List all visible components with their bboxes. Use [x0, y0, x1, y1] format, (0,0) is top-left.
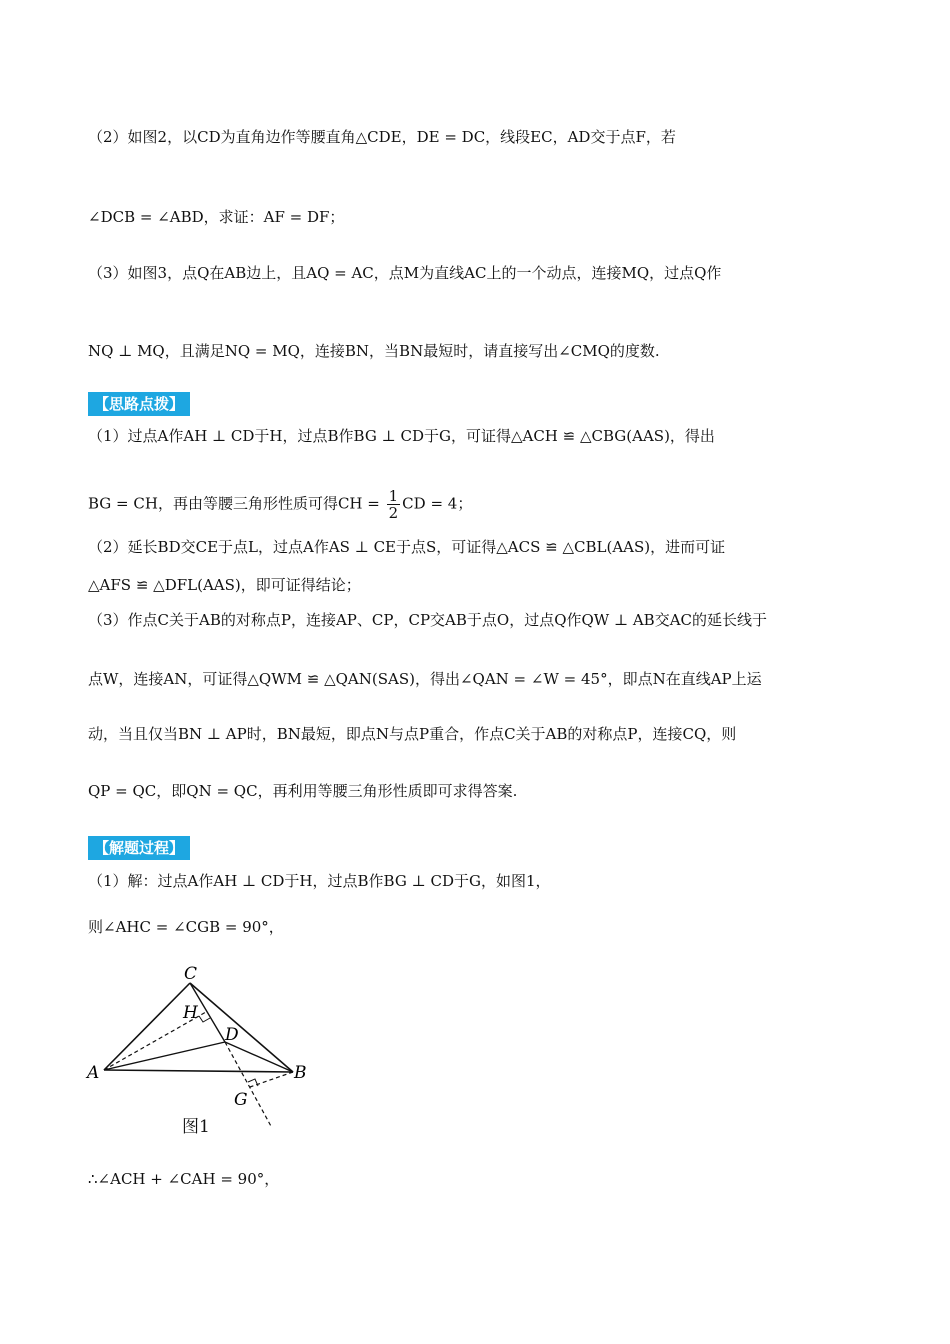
- label-A: A: [87, 1063, 100, 1083]
- hint-line7: 动，当且仅当BN ⊥ AP时，BN最短，即点N与点P重合，作点C关于AB的对称点P，连接CQ，则: [88, 725, 737, 743]
- part2-line2: ∠DCB = ∠ABD，求证：AF = DF；: [88, 208, 345, 226]
- hint-badge: 【思路点拨】: [88, 392, 190, 416]
- figure-caption: 图1: [182, 1117, 210, 1137]
- hint-line6: 点W，连接AN，可证得△QWM ≌ △QAN(SAS)，得出∠QAN = ∠W = 45°，即点N在直线AP上运: [88, 670, 762, 688]
- hint-line1: （1）过点A作AH ⊥ CD于H，过点B作BG ⊥ CD于G，可证得△ACH ≌ △CBG(AAS)，得出: [88, 427, 715, 445]
- segment-BG: [250, 1072, 293, 1087]
- part3-line2: NQ ⊥ MQ，且满足NQ = MQ，连接BN，当BN最短时，请直接写出∠CMQ的度数.: [88, 342, 660, 360]
- solution-line3: ∴∠ACH + ∠CAH = 90°，: [88, 1170, 280, 1188]
- solution-line2: 则∠AHC = ∠CGB = 90°，: [88, 918, 284, 936]
- fraction-half: [387, 488, 401, 521]
- hint-line2-a: BG = CH，再由等腰三角形性质可得CH =: [88, 494, 385, 513]
- line-CD-extension: [225, 1042, 272, 1128]
- hint-line4: △AFS ≌ △DFL(AAS)，即可证得结论；: [88, 576, 361, 594]
- part3-line1: （3）如图3，点Q在AB边上，且AQ = AC，点M为直线AC上的一个动点，连接MQ，过点Q作: [88, 264, 722, 282]
- fraction-denominator: 2: [388, 504, 399, 522]
- label-B: B: [294, 1063, 307, 1083]
- side-AB: [104, 1070, 293, 1072]
- label-C: C: [184, 964, 198, 984]
- label-G: G: [234, 1090, 248, 1110]
- label-D: D: [225, 1025, 239, 1045]
- hint-line2-b: CD = 4；: [402, 494, 473, 513]
- segment-AD: [104, 1042, 225, 1070]
- label-H: H: [183, 1003, 198, 1023]
- hint-line5: （3）作点C关于AB的对称点P，连接AP、CP，CP交AB于点O，过点Q作QW ⊥ AB交AC的延长线于: [88, 611, 768, 629]
- side-AC: [104, 983, 190, 1070]
- side-CB: [190, 983, 293, 1072]
- right-angle-H: [199, 1016, 210, 1022]
- fraction-numerator: 1: [388, 487, 399, 505]
- segment-DB: [225, 1042, 293, 1072]
- solution-line1: （1）解：过点A作AH ⊥ CD于H，过点B作BG ⊥ CD于G，如图1，: [88, 872, 551, 890]
- part2-line1: （2）如图2，以CD为直角边作等腰直角△CDE，DE = DC，线段EC，AD交于点F，若: [88, 128, 676, 146]
- hint-line2: [88, 488, 472, 521]
- solution-badge: 【解题过程】: [88, 836, 190, 860]
- hint-line8: QP = QC，即QN = QC，再利用等腰三角形性质即可求得答案.: [88, 782, 518, 800]
- hint-line3: （2）延长BD交CE于点L，过点A作AS ⊥ CE于点S，可证得△ACS ≌ △CBL(AAS)，进而可证: [88, 538, 726, 556]
